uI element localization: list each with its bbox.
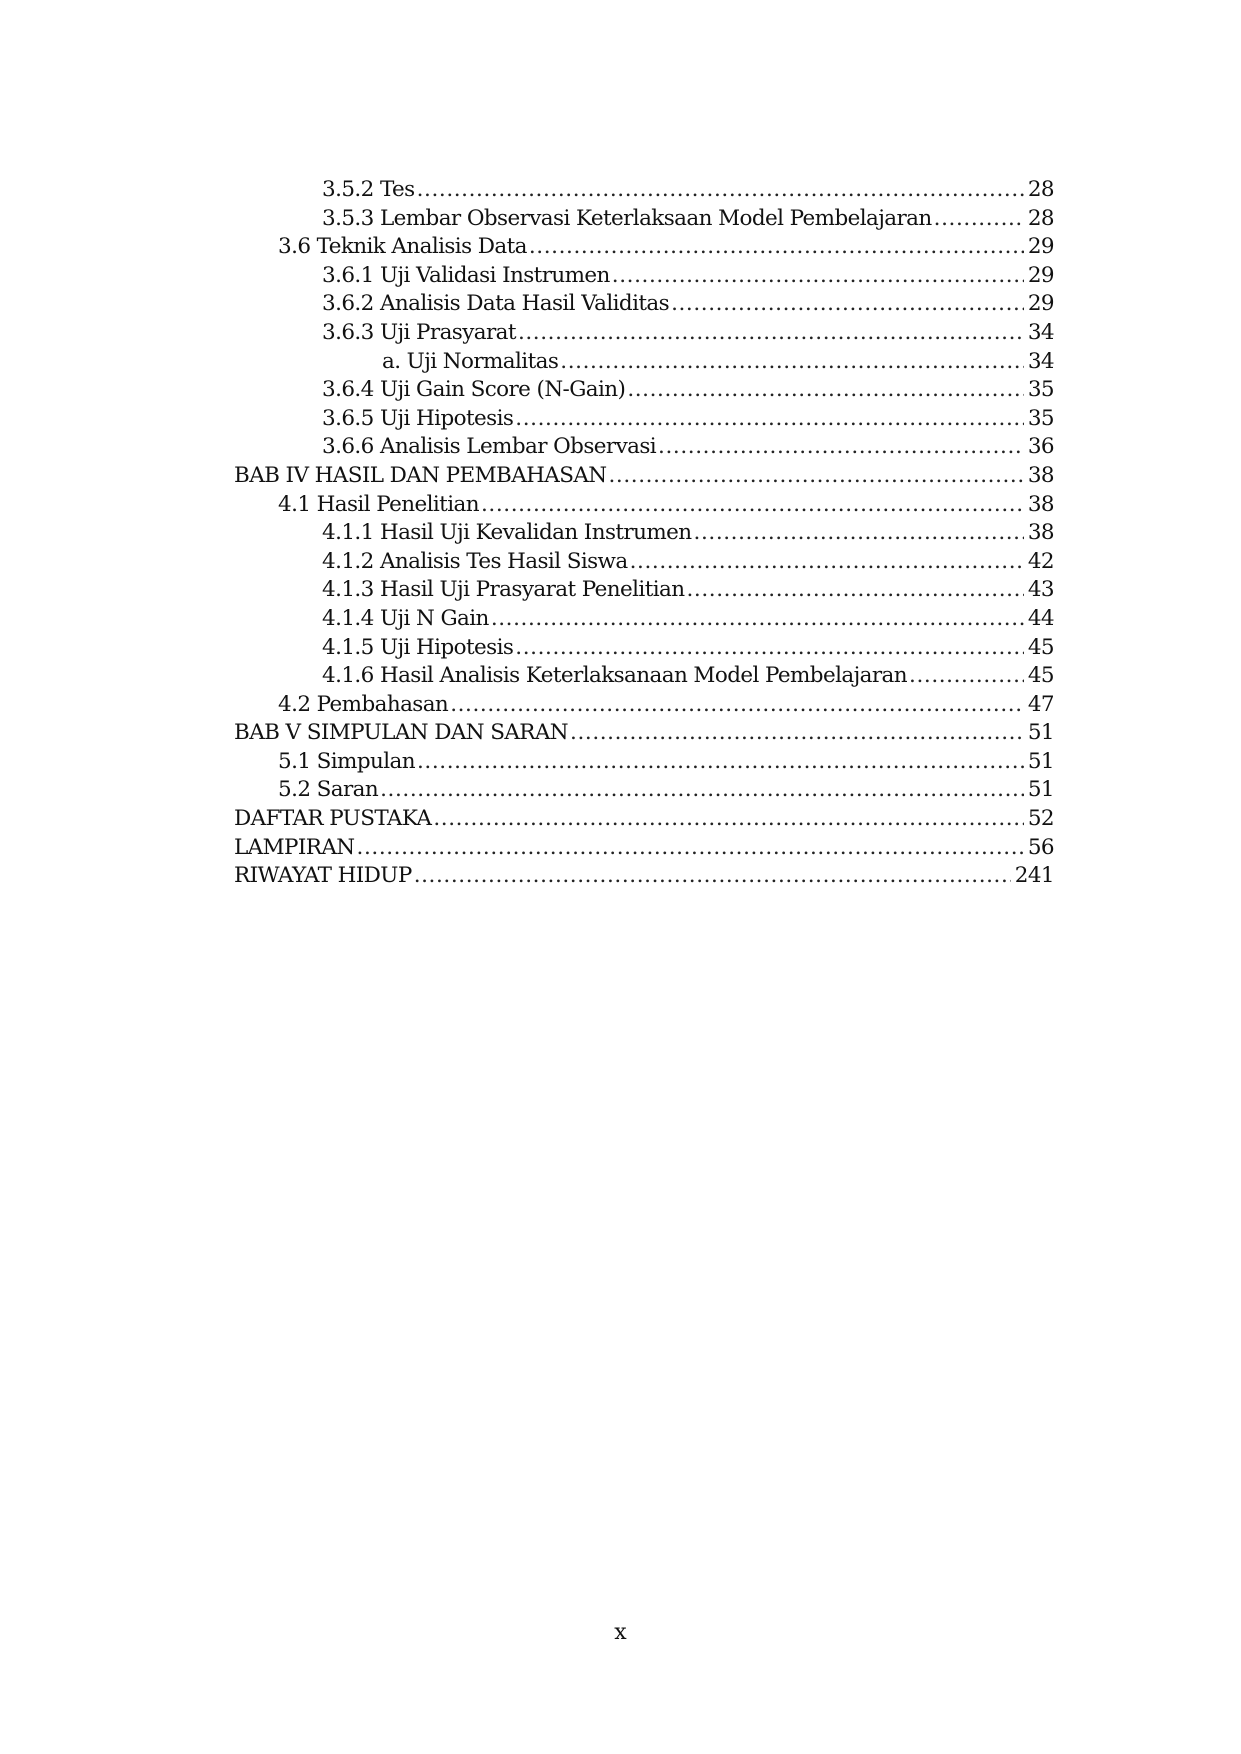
table-of-contents xyxy=(234,176,1054,891)
toc-entry-title: 4.1.1 Hasil Uji Kevalidan Instrumen xyxy=(322,520,692,546)
dot-leader xyxy=(515,405,1024,434)
toc-entry[interactable] xyxy=(234,319,1054,348)
dot-leader xyxy=(560,348,1024,377)
toc-entry-title: 4.1.6 Hasil Analisis Keterlaksanaan Model Pembelajaran xyxy=(322,663,908,689)
dot-leader xyxy=(612,262,1024,291)
toc-entry[interactable] xyxy=(234,576,1054,605)
toc-entry-title: 3.6.3 Uji Prasyarat xyxy=(322,319,516,345)
dot-leader xyxy=(658,433,1024,462)
toc-entry-title: 4.1.2 Analisis Tes Hasil Siswa xyxy=(322,548,628,574)
toc-entry-title: 3.5.2 Tes xyxy=(322,177,415,202)
toc-entry[interactable] xyxy=(234,834,1054,863)
toc-entry-page: 44 xyxy=(1027,605,1054,631)
page-number: x xyxy=(614,1620,627,1645)
toc-entry-title: 4.1.3 Hasil Uji Prasyarat Penelitian xyxy=(322,577,685,603)
toc-entry-title: BAB V SIMPULAN DAN SARAN xyxy=(234,720,569,746)
toc-entry-page: 241 xyxy=(1014,863,1054,889)
toc-entry-title: DAFTAR PUSTAKA xyxy=(234,806,432,832)
toc-entry-title: a. Uji Normalitas xyxy=(382,348,559,374)
dot-leader xyxy=(909,662,1024,691)
toc-entry-page: 35 xyxy=(1027,405,1054,431)
toc-entry-page: 51 xyxy=(1027,720,1054,746)
toc-entry[interactable] xyxy=(234,691,1054,720)
toc-entry[interactable] xyxy=(234,233,1054,262)
toc-entry-page: 47 xyxy=(1027,691,1054,717)
toc-entry[interactable] xyxy=(234,462,1054,491)
toc-entry-title: 4.1.5 Uji Hipotesis xyxy=(322,634,514,660)
toc-entry-title: 3.5.3 Lembar Observasi Keterlaksaan Model Pembelajaran xyxy=(322,205,932,231)
toc-entry-title: 3.6.5 Uji Hipotesis xyxy=(322,405,514,431)
toc-entry[interactable] xyxy=(234,433,1054,462)
toc-entry-page: 42 xyxy=(1027,548,1054,574)
toc-entry-page: 51 xyxy=(1027,748,1054,774)
toc-entry-title: 3.6.4 Uji Gain Score (N-Gain) xyxy=(322,377,626,403)
toc-entry-page: 35 xyxy=(1027,377,1054,403)
toc-entry[interactable] xyxy=(234,491,1054,520)
toc-entry-page: 38 xyxy=(1027,462,1054,488)
toc-entry[interactable] xyxy=(234,748,1054,777)
toc-entry-page: 52 xyxy=(1027,806,1054,832)
toc-entry-title: 4.1.4 Uji N Gain xyxy=(322,605,489,631)
dot-leader xyxy=(515,634,1024,663)
dot-leader xyxy=(481,491,1024,520)
toc-entry-title: 3.6 Teknik Analisis Data xyxy=(278,234,527,260)
toc-entry[interactable] xyxy=(234,605,1054,634)
dot-leader xyxy=(608,462,1023,491)
dot-leader xyxy=(380,776,1024,805)
dot-leader xyxy=(630,548,1024,577)
toc-entry[interactable] xyxy=(234,548,1054,577)
toc-entry[interactable] xyxy=(234,862,1054,891)
toc-entry[interactable] xyxy=(234,205,1054,234)
toc-entry[interactable] xyxy=(234,348,1054,377)
toc-entry-page: 34 xyxy=(1027,348,1054,374)
dot-leader xyxy=(491,605,1024,634)
dot-leader xyxy=(433,805,1023,834)
toc-entry-page: 34 xyxy=(1027,319,1054,345)
toc-entry[interactable] xyxy=(234,405,1054,434)
toc-entry[interactable] xyxy=(234,176,1054,205)
toc-entry[interactable] xyxy=(234,662,1054,691)
toc-entry-page: 28 xyxy=(1027,205,1054,231)
toc-entry[interactable] xyxy=(234,634,1054,663)
toc-entry-title: BAB IV HASIL DAN PEMBAHASAN xyxy=(234,462,607,488)
toc-entry-page: 29 xyxy=(1027,262,1054,288)
dot-leader xyxy=(357,834,1024,863)
toc-entry-page: 56 xyxy=(1027,834,1054,860)
dot-leader xyxy=(627,376,1024,405)
dot-leader xyxy=(686,576,1023,605)
dot-leader xyxy=(529,233,1024,262)
toc-entry-page: 28 xyxy=(1027,177,1054,202)
dot-leader xyxy=(417,748,1024,777)
dot-leader xyxy=(694,519,1024,548)
toc-entry-title: 3.6.1 Uji Validasi Instrumen xyxy=(322,262,610,288)
toc-entry-page: 43 xyxy=(1027,577,1054,603)
toc-entry-page: 51 xyxy=(1027,777,1054,803)
toc-entry-page: 38 xyxy=(1027,491,1054,517)
toc-entry[interactable] xyxy=(234,719,1054,748)
toc-entry-title: 5.1 Simpulan xyxy=(278,748,415,774)
toc-entry-title: LAMPIRAN xyxy=(234,834,355,860)
toc-entry[interactable] xyxy=(234,376,1054,405)
dot-leader xyxy=(417,176,1024,205)
toc-entry-title: 4.1 Hasil Penelitian xyxy=(278,491,479,517)
dot-leader xyxy=(450,691,1024,720)
toc-entry[interactable] xyxy=(234,805,1054,834)
toc-entry-page: 38 xyxy=(1027,520,1054,546)
dot-leader xyxy=(934,205,1024,234)
toc-entry[interactable] xyxy=(234,776,1054,805)
dot-leader xyxy=(570,719,1024,748)
toc-entry-title: 3.6.6 Analisis Lembar Observasi xyxy=(322,434,657,460)
toc-entry-title: 5.2 Saran xyxy=(278,777,379,803)
toc-entry-page: 45 xyxy=(1027,663,1054,689)
toc-entry-title: RIWAYAT HIDUP xyxy=(234,863,412,889)
dot-leader xyxy=(671,290,1024,319)
toc-entry[interactable] xyxy=(234,519,1054,548)
toc-entry-page: 29 xyxy=(1027,291,1054,317)
toc-entry-page: 45 xyxy=(1027,634,1054,660)
toc-entry-page: 36 xyxy=(1027,434,1054,460)
dot-leader xyxy=(414,862,1011,891)
toc-entry[interactable] xyxy=(234,262,1054,291)
dot-leader xyxy=(518,319,1024,348)
toc-entry-title: 3.6.2 Analisis Data Hasil Validitas xyxy=(322,291,670,317)
toc-entry[interactable] xyxy=(234,290,1054,319)
toc-entry-page: 29 xyxy=(1027,234,1054,260)
toc-entry-title: 4.2 Pembahasan xyxy=(278,691,449,717)
